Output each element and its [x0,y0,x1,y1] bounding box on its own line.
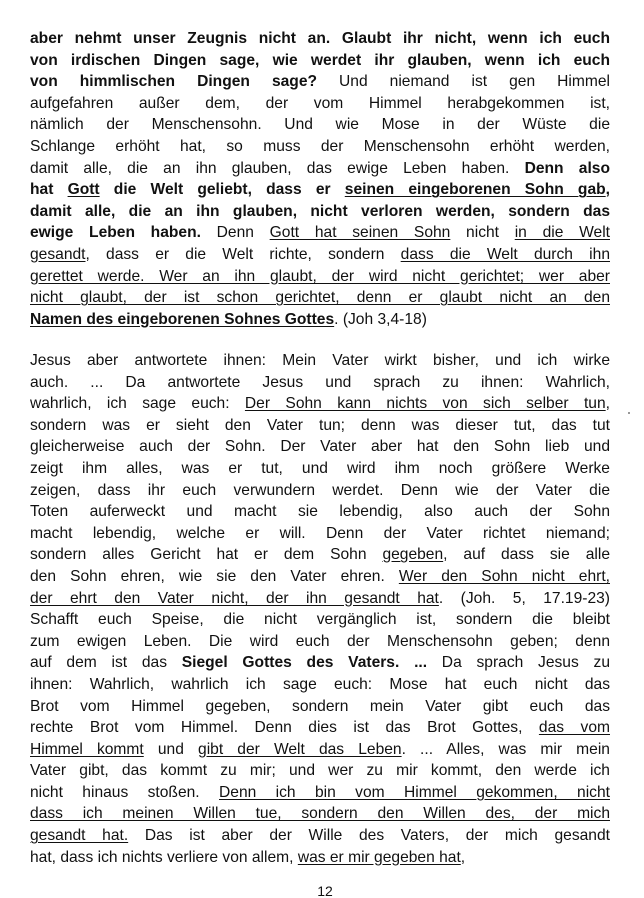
underlined-text: gegeben [382,546,444,564]
text-run: Vater gibt, das kommt zu mir; und wer zu mir kommt, den werde ich [30,762,610,780]
text-line [30,566,610,588]
text-run: sondern alles Gericht hat er dem Sohn [30,546,383,564]
underlined-text: gesandt [30,245,86,263]
text-run: . (Joh 3,4-18) [334,310,427,328]
text-run: nicht hinaus stoßen. [30,783,220,801]
underlined-text: in die Welt [514,224,610,242]
text-line [30,372,610,394]
underlined-text: Der Sohn kann nichts von sich selber tun [244,395,606,413]
text-line [30,847,610,869]
text-run: wahrlich, ich sage euch: [30,395,245,413]
text-run: macht lebendig, welche er will. Denn der Vater richtet niemand; [30,524,610,542]
text-line [30,71,610,93]
text-line [30,393,610,415]
text-line [30,523,610,545]
text-run: , dass er die Welt richte, sondern [85,245,401,263]
text-line [30,222,610,244]
underlined-text: Wer den Sohn nicht ehrt, [398,567,610,585]
text-line [30,588,610,610]
text-run: . (Joh. 5, 17.19-23) [438,589,610,607]
text-line [30,136,610,158]
text-line [30,158,610,180]
text-run: Schafft euch Speise, die nicht vergänglich ist, sondern die bleibt [30,611,610,629]
text-run: rechte Brot vom Himmel. Denn dies ist das Brot Gottes, [30,719,539,737]
text-line [30,287,610,309]
text-run: , auf dass sie alle [443,546,610,564]
text-line [30,631,610,653]
text-line [30,93,610,115]
text-run: zum ewigen Leben. Die wird euch der Menschensohn geben; denn [30,632,610,650]
text-line [30,309,610,331]
bold-text: damit alle, die an ihn glauben, nicht verloren werden, sondern das [30,202,610,220]
text-run: den Sohn ehren, wie sie den Vater ehren. [30,567,399,585]
text-line [30,266,610,288]
bold-text: , [605,181,610,199]
text-run: damit alle, die an ihn glauben, das ewige Leben haben. [30,159,525,177]
text-line [30,480,610,502]
text-line [30,28,610,50]
text-line [30,803,610,825]
text-run: Jesus aber antwortete ihnen: Mein Vater wirkt bisher, und ich wirke [30,352,610,369]
text-run: auch. ... Da antwortete Jesus und sprach zu ihnen: Wahrlich, [30,373,610,391]
underlined-text: nicht glaubt, der ist schon gerichtet, denn er glaubt nicht an den [30,289,610,307]
underlined-text: das vom [538,719,610,737]
text-line [30,179,610,201]
text-line [30,652,610,674]
text-line [30,436,610,458]
text-line [30,415,610,437]
text-line [30,201,610,223]
underlined-text: seinen eingeborenen Sohn gab [344,181,606,199]
bold-text: Siegel Gottes des Vaters. ... [181,654,428,672]
text-run: aufgefahren außer dem, der vom Himmel herabgekommen ist, [30,94,610,112]
bold-text: hat [30,181,68,199]
underlined-text: Denn ich bin vom Himmel gekommen, nicht [219,783,610,801]
text-line [30,717,610,739]
text-run: Toten auferweckt und macht sie lebendig, also auch der Sohn [30,503,610,521]
scan-speck [628,412,630,414]
text-run: gleicherweise auch der Sohn. Der Vater aber hat den Sohn lieb und [30,438,610,456]
bold-text: von irdischen Dingen sage, wie werdet ihr glauben, wenn ich euch [30,51,610,69]
text-line [30,501,610,523]
text-run: zeigt ihm alles, was er tut, und wird ihm noch größere Werke [30,459,610,477]
text-line [30,244,610,266]
text-run: sondern was er sieht den Vater tun; denn was dieser tut, das tut [30,416,610,434]
paragraph-john-5-6 [30,350,610,868]
text-run: Brot vom Himmel gegeben, sondern mein Vater gibt euch das [30,697,610,715]
underlined-text: der ehrt den Vater nicht, der ihn gesandt hat [30,589,439,607]
underlined-text: gesandt hat. [30,827,129,845]
text-run: Schlange erhöht hat, so muss der Menschensohn erhöht werden, [30,137,610,155]
underlined-text: Himmel kommt [30,740,144,758]
text-run: und [143,740,199,758]
underlined-text: dass ich meinen Willen tue, sondern den Willen des, der mich [30,805,610,823]
text-run: hat, dass ich nichts verliere von allem, [30,848,298,866]
text-run: , [605,395,610,413]
underlined-text: was er mir gegeben hat [297,848,461,866]
text-run: . ... Alles, was mir mein [401,740,610,758]
text-line [30,350,610,372]
underlined-text: Namen des eingeborenen Sohnes Gottes [30,310,335,328]
bold-text: ewige Leben haben. [30,224,201,242]
text-line [30,609,610,631]
text-line [30,50,610,72]
text-run: Und niemand ist gen Himmel [317,73,610,91]
paragraph-john-3 [30,28,610,330]
bold-text: aber nehmt unser Zeugnis nicht an. Glaubt ihr nicht, wenn ich euch [30,30,610,47]
text-run: nämlich der Menschensohn. Und wie Mose in der Wüste die [30,116,610,134]
text-run: nicht [450,224,515,242]
text-line [30,544,610,566]
underlined-text: Gott hat seinen Sohn [269,224,451,242]
text-run: zeigen, dass ihr euch verwundern werdet. Denn wie der Vater die [30,481,610,499]
text-run: Da sprach Jesus zu [427,654,610,672]
text-line [30,825,610,847]
underlined-text: dass die Welt durch ihn [400,245,610,263]
text-line [30,674,610,696]
page-number: 12 [317,884,333,898]
text-line [30,696,610,718]
text-line [30,458,610,480]
text-line [30,739,610,761]
bold-text: die Welt geliebt, dass er [99,181,345,199]
text-line [30,760,610,782]
bold-text: Denn also [524,159,610,177]
underlined-text: Gott [67,181,100,199]
underlined-text: gerettet werde. Wer an ihn glaubt, der wird nicht gerichtet; wer aber [30,267,610,285]
text-run: ihnen: Wahrlich, wahrlich ich sage euch: Mose hat euch nicht das [30,675,610,693]
text-line [30,114,610,136]
text-line [30,782,610,804]
text-run: auf dem ist das [30,654,182,672]
underlined-text: gibt der Welt das Leben [198,740,402,758]
text-run: Das ist aber der Wille des Vaters, der mich gesandt [128,827,610,845]
bold-text: von himmlischen Dingen sage? [30,73,318,91]
text-run: Denn [200,224,270,242]
text-run: , [460,848,466,866]
